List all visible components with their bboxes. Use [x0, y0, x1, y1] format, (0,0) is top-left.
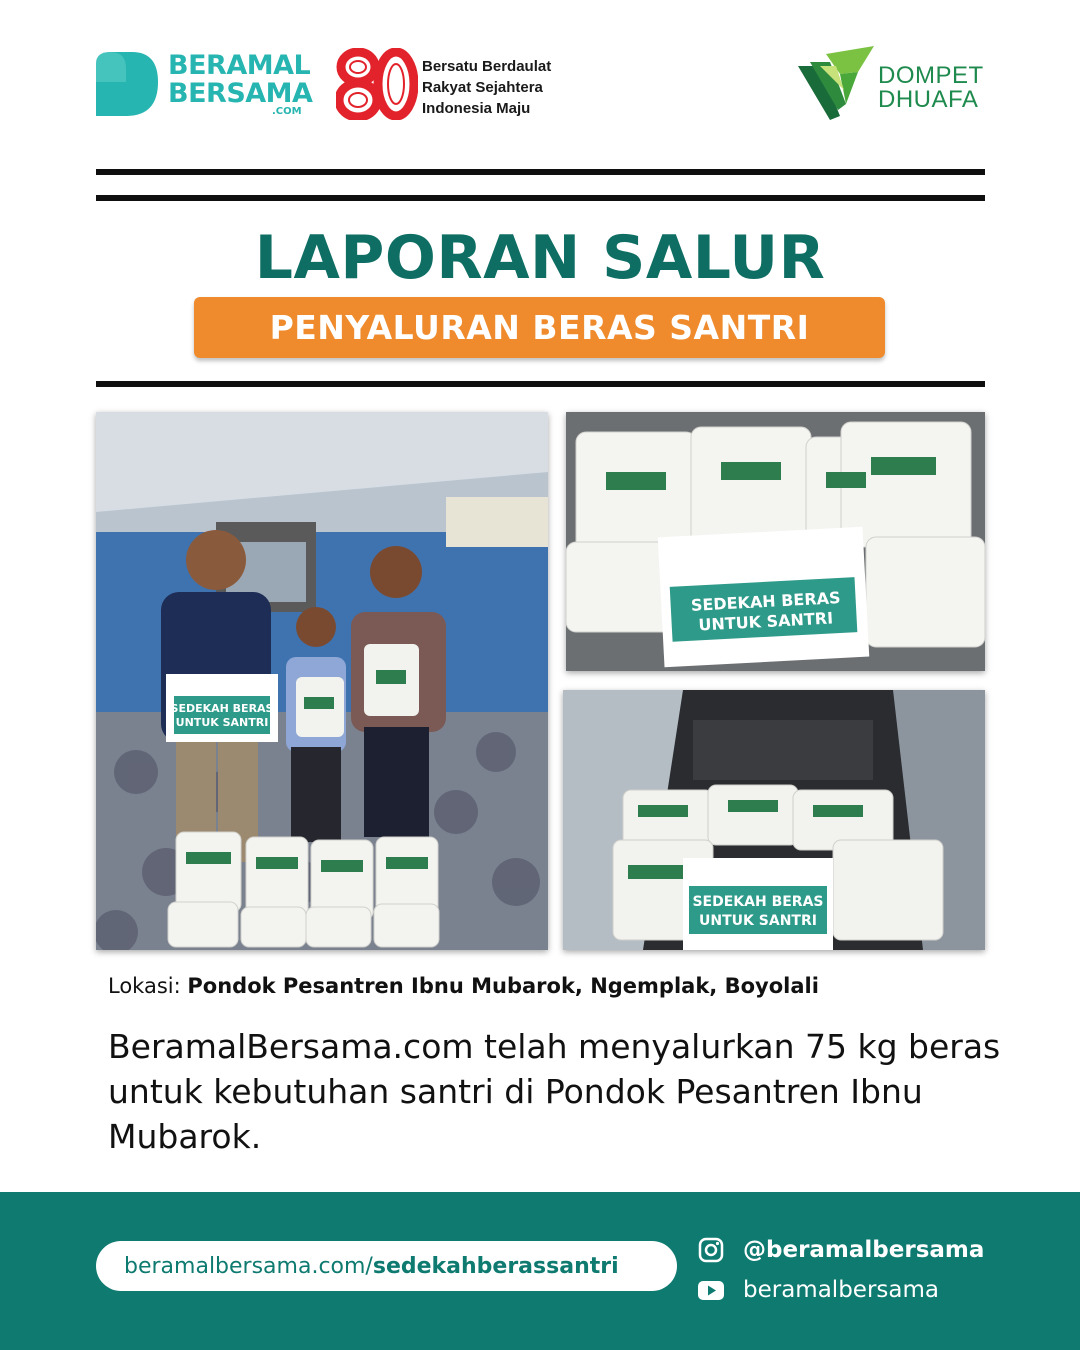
banner-line-2: UNTUK SANTRI: [697, 608, 834, 635]
subtitle-text: PENYALURAN BERAS SANTRI: [269, 308, 810, 347]
anniversary-tagline-3: Indonesia Maju: [422, 100, 531, 117]
dd-line-2: DHUAFA: [878, 86, 979, 113]
location-label: Lokasi:: [108, 974, 181, 998]
beramal-bersama-logo: [96, 50, 313, 120]
dompet-dhuafa-logo: [796, 44, 996, 124]
photo-rice-bags-car: [563, 690, 985, 950]
youtube-text: beramalbersama: [743, 1277, 939, 1303]
campaign-url-link[interactable]: [96, 1241, 677, 1291]
divider-top-2: [96, 195, 985, 201]
report-description: BeramalBersama.com telah menyalurkan 75 kg beras untuk kebutuhan santri di Pondok Pesantren Ibnu Mubarok.: [108, 1027, 1001, 1156]
dd-line-1: DOMPET: [878, 62, 984, 89]
divider-top-1: [96, 169, 985, 175]
instagram-text: @beramalbersama: [743, 1237, 985, 1263]
location-line: [108, 971, 819, 1001]
anniversary-tagline-1: Bersatu Berdaulat: [422, 58, 552, 75]
sign-line-2-small: UNTUK SANTRI: [175, 716, 269, 729]
url-path: sedekahberassantri: [372, 1253, 619, 1279]
car-sign-line-1: SEDEKAH BERAS: [692, 894, 824, 910]
photo-handover: [96, 412, 548, 950]
page-title: LAPORAN SALUR: [254, 223, 826, 293]
photo-rice-bags-banner: [566, 412, 985, 671]
heart-logo-icon: [96, 52, 158, 116]
brand-line-2: BERSAMA: [168, 78, 313, 109]
url-base: beramalbersama.com/: [124, 1253, 373, 1279]
location-value: Pondok Pesantren Ibnu Mubarok, Ngemplak, Boyolali: [187, 974, 819, 998]
youtube-channel[interactable]: [697, 1276, 939, 1304]
sign-line-1-small: SEDEKAH BERAS: [170, 702, 274, 715]
brand-line-1: BERAMAL: [168, 50, 311, 81]
divider-bottom: [96, 381, 985, 387]
car-sign-line-2: UNTUK SANTRI: [699, 913, 817, 929]
subtitle-banner: [194, 297, 885, 358]
instagram-handle[interactable]: [697, 1236, 984, 1264]
brand-suffix: .COM: [272, 106, 302, 117]
dompet-dhuafa-emblem-icon: [796, 44, 876, 124]
banner-line-1: SEDEKAH BERAS: [690, 588, 841, 615]
anniversary-tagline-2: Rakyat Sejahtera: [422, 79, 543, 96]
youtube-icon: [697, 1276, 725, 1304]
instagram-icon: [697, 1236, 725, 1264]
eighty-emblem-icon: [336, 48, 418, 120]
anniversary-80-logo: [336, 48, 556, 120]
footer-bar: [0, 1192, 1080, 1350]
